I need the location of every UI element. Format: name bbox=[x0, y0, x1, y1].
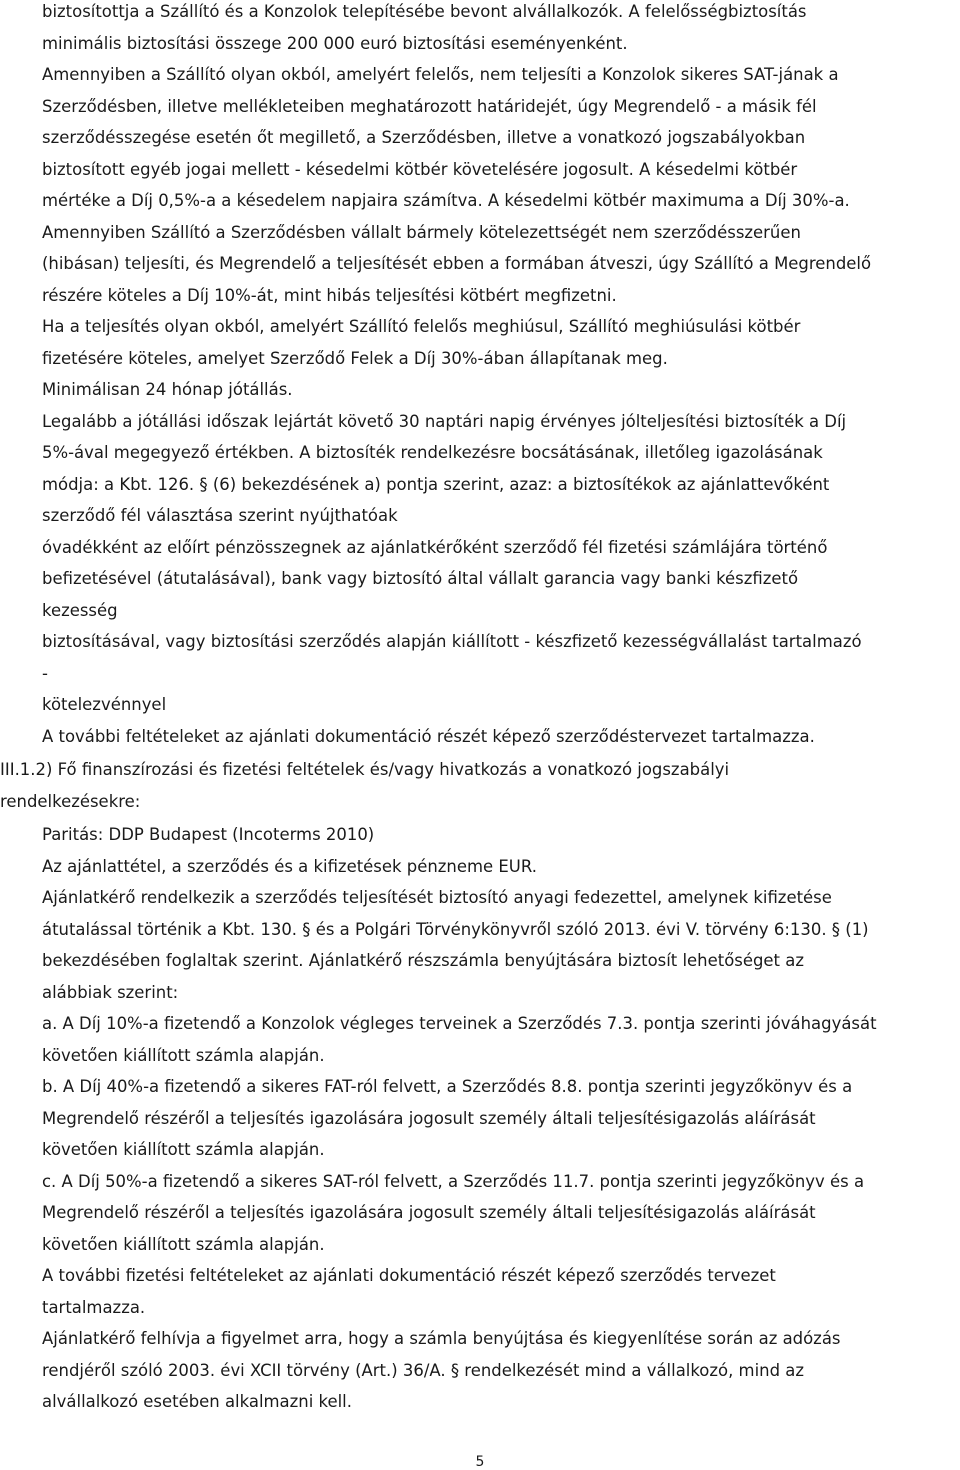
text-line: óvadékként az előírt pénzösszegnek az ajánlatkérőként szerződő fél fizetési számlájára történő bbox=[42, 537, 828, 557]
text-line: minimális biztosítási összege 200 000 euró biztosítási eseményenként. bbox=[42, 33, 628, 53]
text-line: Szerződésben, illetve mellékleteiben meghatározott határidejét, úgy Megrendelő - a másik fél bbox=[42, 96, 817, 116]
text-line: Az ajánlattétel, a szerződés és a kifizetések pénzneme EUR. bbox=[42, 856, 537, 876]
contract-terms-paragraph bbox=[42, 0, 960, 752]
section-heading bbox=[0, 754, 960, 817]
text-line: szerződő fél választása szerint nyújthatóak bbox=[42, 506, 398, 525]
text-line: Amennyiben a Szállító olyan okból, amelyért felelős, nem teljesíti a Konzolok sikeres SAT-jának a bbox=[42, 65, 839, 84]
text-line: mértéke a Díj 0,5%-a a késedelem napjaira számítva. A késedelmi kötbér maximuma a Díj 30%-a. bbox=[42, 191, 850, 210]
text-line: biztosítottja a Szállító és a Konzolok telepítésébe bevont alvállalkozók. A felelősségbiztosítás bbox=[42, 2, 807, 21]
text-line: 5%-ával megegyező értékben. A biztosíték rendelkezésre bocsátásának, illetőleg igazolásának bbox=[42, 443, 823, 462]
text-line: átutalással történik a Kbt. 130. § és a Polgári Törvénykönyvről szóló 2013. évi V. törvény 6:130. § (1) bbox=[42, 919, 869, 939]
text-line: A további fizetési feltételeket az ajánlati dokumentáció részét képező szerződés tervezet bbox=[42, 1266, 776, 1285]
heading-line: III.1.2) Fő finanszírozási és fizetési feltételek és/vagy hivatkozás a vonatkozó jogszabályi bbox=[0, 760, 730, 779]
text-line: rendjéről szóló 2003. évi XCII törvény (Art.) 36/A. § rendelkezését mind a vállalkozó, mind az bbox=[42, 1360, 805, 1380]
payment-terms-paragraph bbox=[42, 819, 960, 1418]
text-line: A további feltételeket az ajánlati dokumentáció részét képező szerződéstervezet tartalmazza. bbox=[42, 726, 815, 746]
heading-line: rendelkezésekre: bbox=[0, 791, 141, 811]
text-line: alábbiak szerint: bbox=[42, 982, 179, 1002]
text-line: c. A Díj 50%-a fizetendő a sikeres SAT-ról felvett, a Szerződés 11.7. pontja szerinti jegyzőkönyv és a bbox=[42, 1171, 865, 1191]
text-line: Megrendelő részéről a teljesítés igazolására jogosult személy általi teljesítésigazolás aláírását bbox=[42, 1203, 816, 1222]
text-line: követően kiállított számla alapján. bbox=[42, 1045, 325, 1065]
text-line: szerződésszegése esetén őt megillető, a Szerződésben, illetve a vonatkozó jogszabályokban bbox=[42, 128, 806, 147]
text-line: (hibásan) teljesíti, és Megrendelő a teljesítését ebben a formában átveszi, úgy Szállító a Megrendelő bbox=[42, 254, 872, 273]
text-line: alvállalkozó esetében alkalmazni kell. bbox=[42, 1392, 352, 1411]
text-line: részére köteles a Díj 10%-át, mint hibás teljesítési kötbért megfizetni. bbox=[42, 285, 617, 305]
text-line: Minimálisan 24 hónap jótállás. bbox=[42, 380, 293, 399]
text-line: Ajánlatkérő rendelkezik a szerződés teljesítését biztosító anyagi fedezettel, amelynek kifizetése bbox=[42, 888, 832, 907]
text-line: követően kiállított számla alapján. bbox=[42, 1234, 325, 1254]
text-line: kezesség bbox=[42, 600, 118, 620]
text-line: - bbox=[42, 663, 48, 683]
text-line: b. A Díj 40%-a fizetendő a sikeres FAT-ról felvett, a Szerződés 8.8. pontja szerinti jegyzőkönyv és a bbox=[42, 1077, 853, 1096]
text-line: Ha a teljesítés olyan okból, amelyért Szállító felelős meghiúsul, Szállító meghiúsulási kötbér bbox=[42, 317, 801, 336]
page-number: 5 bbox=[475, 1454, 485, 1470]
text-line: kötelezvénnyel bbox=[42, 695, 167, 714]
text-line: Ajánlatkérő felhívja a figyelmet arra, hogy a számla benyújtása és kiegyenlítése során az adózás bbox=[42, 1329, 841, 1348]
text-line: biztosított egyéb jogai mellett - késedelmi kötbér követelésére jogosult. A késedelmi kötbér bbox=[42, 159, 798, 179]
text-line: Legalább a jótállási időszak lejártát követő 30 naptári napig érvényes jólteljesítési biztosíték a Díj bbox=[42, 411, 847, 431]
text-line: bekezdésében foglaltak szerint. Ajánlatkérő részszámla benyújtására biztosít lehetőséget az bbox=[42, 951, 804, 970]
text-line: módja: a Kbt. 126. § (6) bekezdésének a) pontja szerint, azaz: a biztosítékok az ajánlattevőként bbox=[42, 474, 830, 494]
text-line: tartalmazza. bbox=[42, 1297, 146, 1317]
text-line: fizetésére köteles, amelyet Szerződő Felek a Díj 30%-ában állapítanak meg. bbox=[42, 348, 668, 368]
text-line: a. A Díj 10%-a fizetendő a Konzolok végleges terveinek a Szerződés 7.3. pontja szerinti jóváhagyását bbox=[42, 1014, 877, 1033]
text-line: Amennyiben Szállító a Szerződésben vállalt bármely kötelezettségét nem szerződésszerűen bbox=[42, 222, 801, 242]
text-line: Paritás: DDP Budapest (Incoterms 2010) bbox=[42, 825, 375, 844]
text-line: követően kiállított számla alapján. bbox=[42, 1140, 325, 1159]
text-line: Megrendelő részéről a teljesítés igazolására jogosult személy általi teljesítésigazolás aláírását bbox=[42, 1108, 816, 1128]
text-line: biztosításával, vagy biztosítási szerződés alapján kiállított - készfizető kezességvállalást tartalmazó bbox=[42, 632, 862, 651]
text-line: befizetésével (átutalásával), bank vagy biztosító által vállalt garancia vagy banki készfizető bbox=[42, 569, 799, 588]
